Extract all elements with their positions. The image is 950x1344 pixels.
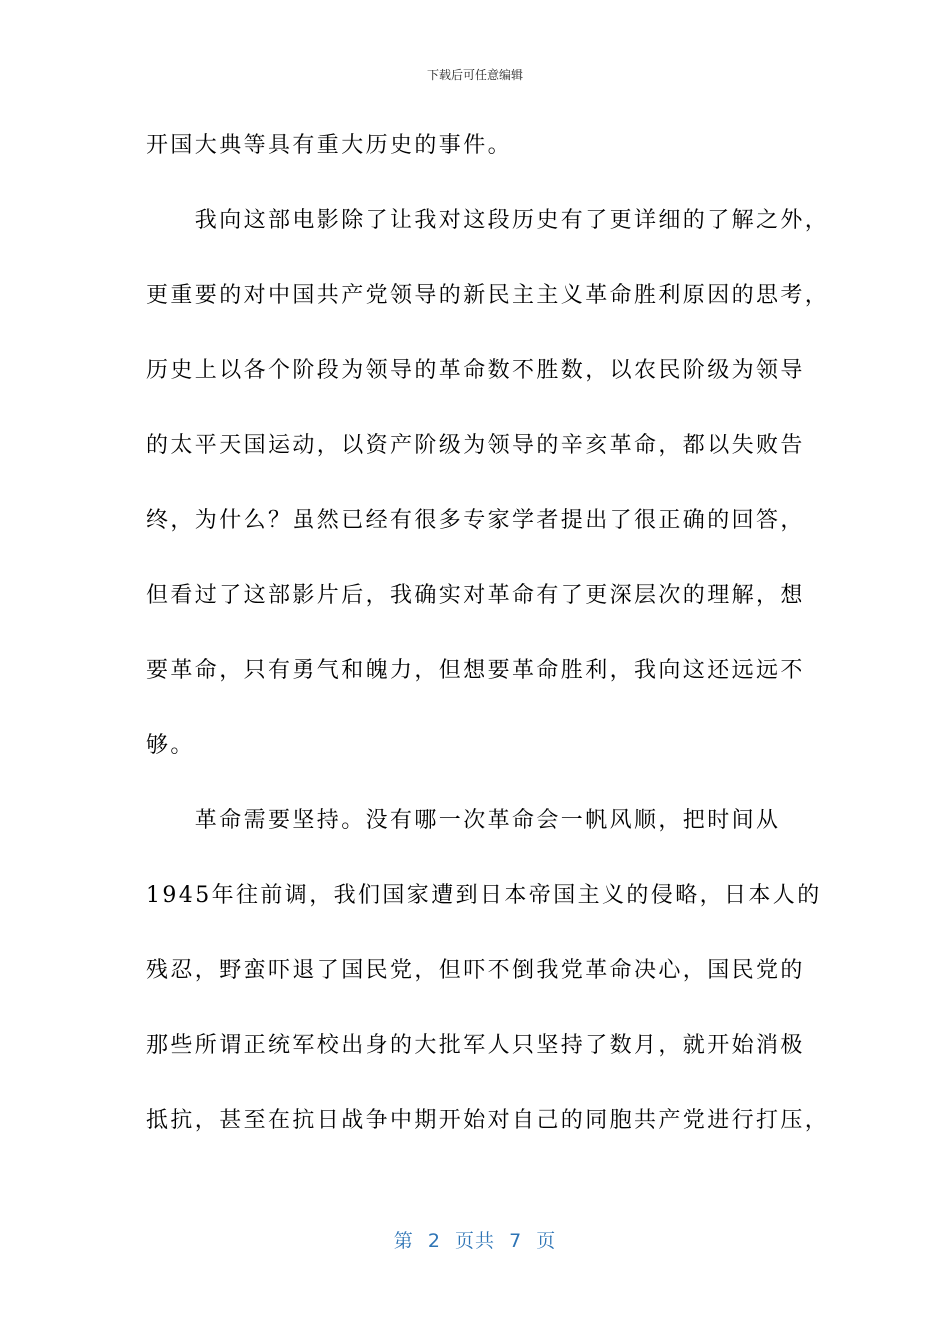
body-line-5: 的太平天国运动，以资产阶级为领导的辛亥革命，都以失败告: [146, 433, 805, 458]
body-line-12: 残忍，野蛮吓退了国民党，但吓不倒我党革命决心，国民党的: [146, 958, 805, 983]
body-line-11: 1945年往前调，我们国家遭到日本帝国主义的侵略，日本人的: [146, 883, 822, 908]
body-line-3: 更重要的对中国共产党领导的新民主主义革命胜利原因的思考，: [146, 283, 830, 308]
body-line-9: 够。: [146, 733, 195, 758]
body-line-8: 要革命，只有勇气和魄力，但想要革命胜利，我向这还远远不: [146, 658, 805, 683]
body-line-10: 革命需要坚持。没有哪一次革命会一帆风顺，把时间从: [146, 808, 781, 833]
page-header: 下载后可任意编辑: [426, 68, 523, 82]
body-line-7: 但看过了这部影片后，我确实对革命有了更深层次的理解，想: [146, 583, 805, 608]
body-line-13: 那些所谓正统军校出身的大批军人只坚持了数月，就开始消极: [146, 1033, 805, 1058]
page-footer: 第 2 页共 7 页: [393, 1230, 557, 1252]
body-line-1: 开国大典等具有重大历史的事件。: [146, 133, 513, 158]
body-line-4: 历史上以各个阶段为领导的革命数不胜数，以农民阶级为领导: [146, 358, 805, 383]
body-line-2: 我向这部电影除了让我对这段历史有了更详细的了解之外，: [146, 208, 830, 233]
body-line-14: 抵抗，甚至在抗日战争中期开始对自己的同胞共产党进行打压，: [146, 1108, 830, 1133]
body-line-6: 终，为什么？虽然已经有很多专家学者提出了很正确的回答，: [146, 508, 805, 533]
